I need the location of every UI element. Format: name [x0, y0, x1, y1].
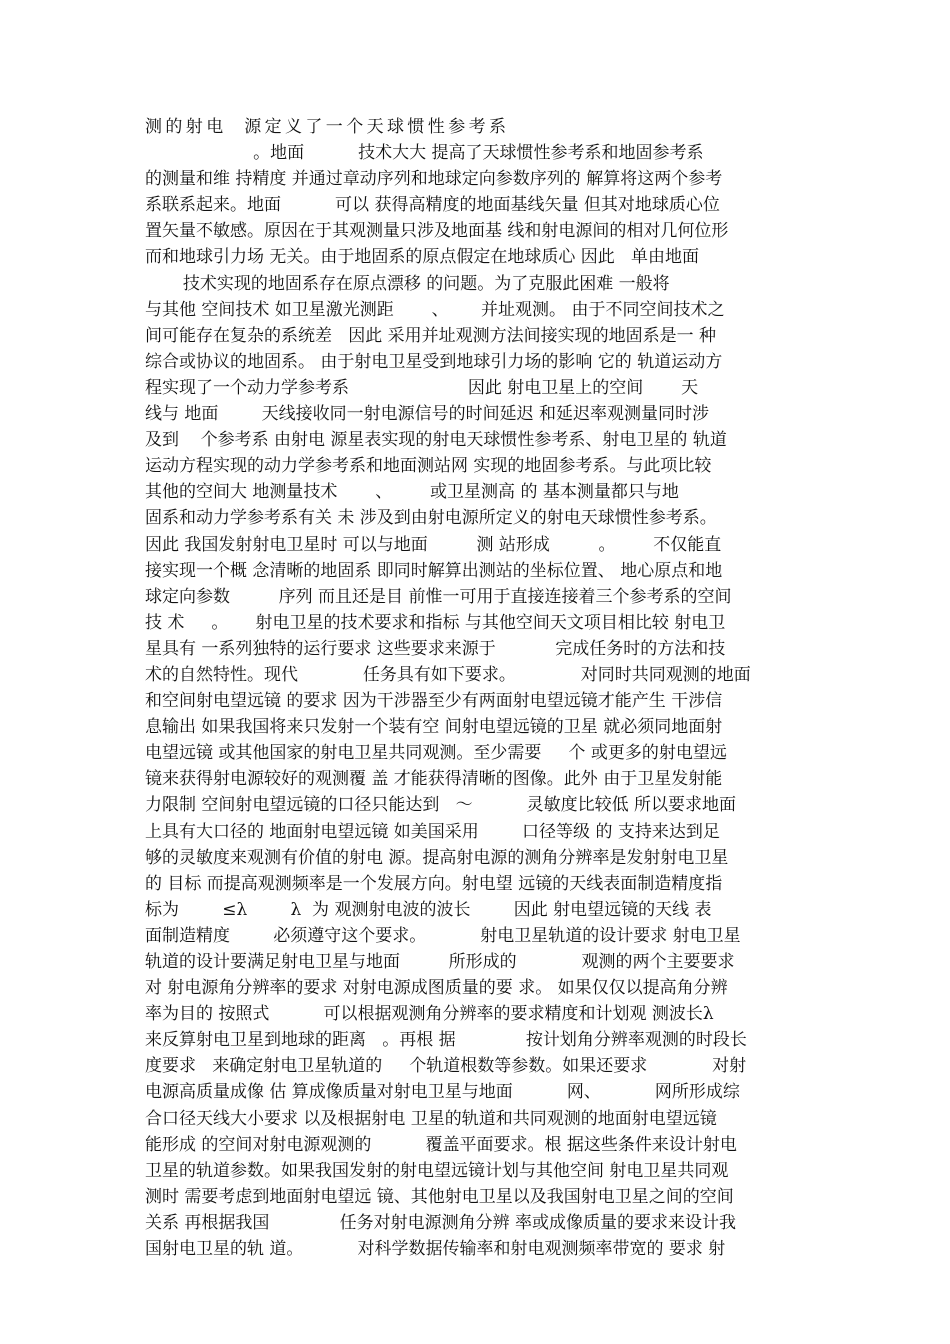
text-line-37: 度要求 来确定射电卫星轨道的 个轨道根数等参数。如果还要求 对射	[145, 1056, 747, 1077]
text-line-28: 上具有大口径的 地面射电望远镜 如美国采用 口径等级 的 支持来达到足	[145, 821, 720, 842]
text-line-4: 系联系起来。地面 可以 获得高精度的地面基线矢量 但其对地球质心位	[145, 195, 720, 216]
text-line-7: 技术实现的地固系存在原点漂移 的问题。为了克服此困难 一般将	[145, 273, 670, 294]
text-line-30: 的 目标 而提高观测频率是一个发展方向。射电望 远镜的天线表面制造精度指	[145, 873, 723, 894]
text-line-8: 与其他 空间技术 如卫星激光测距 、 并址观测。 由于不同空间技术之	[145, 299, 725, 320]
text-line-25: 电望远镜 或其他国家的射电卫星共同观测。至少需要 个 或更多的射电望远	[145, 743, 727, 764]
text-line-13: 及到 个参考系 由射电 源星表实现的射电天球惯性参考系、射电卫星的 轨道	[145, 430, 727, 451]
text-line-35: 率为目的 按照式 可以根据观测角分辨率的要求精度和计划观 测波长λ	[145, 1004, 714, 1025]
text-line-29: 够的灵敏度来观测有价值的射电 源。提高射电源的测角分辨率是发射射电卫星	[145, 847, 729, 868]
text-line-10: 综合或协议的地固系。 由于射电卫星受到地球引力场的影响 它的 轨道运动方	[145, 351, 723, 372]
text-line-22: 术的自然特性。现代 任务具有如下要求。 对同时共同观测的地面	[145, 664, 751, 685]
text-line-20: 技 术 。 射电卫星的技术要求和指标 与其他空间天文项目相比较 射电卫	[145, 612, 726, 633]
body-text	[145, 114, 815, 1262]
text-line-3: 的测量和维 持精度 并通过章动序列和地球定向参数序列的 解算将这两个参考	[145, 169, 723, 190]
text-line-32: 面制造精度 必须遵守这个要求。 射电卫星轨道的设计要求 射电卫星	[145, 925, 741, 946]
text-line-43: 关系 再根据我国 任务对射电源测角分辨 率或成像质量的要求来设计我	[145, 1212, 737, 1233]
text-line-44: 国射电卫星的轨 道。 对科学数据传输率和射电观测频率带宽的 要求 射	[145, 1239, 726, 1260]
text-line-40: 能形成 的空间对射电源观测的 覆盖平面要求。根 据这些条件来设计射电	[145, 1134, 737, 1155]
text-line-26: 镜来获得射电源较好的观测覆 盖 才能获得清晰的图像。此外 由于卫星发射能	[145, 769, 723, 790]
text-line-2: 。地面 技术大大 提高了天球惯性参考系和地固参考系	[145, 143, 704, 164]
text-line-36: 来反算射电卫星到地球的距离 。再根 据 按计划角分辨率观测的时段长	[145, 1030, 747, 1051]
text-line-38: 电源高质量成像 估 算成像质量对射电卫星与地面 网、 网所形成综	[145, 1082, 740, 1103]
text-line-14: 运动方程实现的动力学参考系和地面测站网 实现的地固参考系。与此项比较	[145, 456, 712, 477]
text-line-12: 线与 地面 天线接收同一射电源信号的时间延迟 和延迟率观测量同时涉	[145, 404, 710, 425]
text-line-33: 轨道的设计要满足射电卫星与地面 所形成的 观测的两个主要要求	[145, 952, 735, 972]
text-line-5: 置矢量不敏感。原因在于其观测量只涉及地面基 线和射电源间的相对几何位形	[145, 221, 729, 242]
text-line-41: 卫星的轨道参数。如果我国发射的射电望远镜计划与其他空间 射电卫星共同观	[145, 1160, 729, 1181]
text-line-6: 而和地球引力场 无关。由于地固系的原点假定在地球质心 因此 单由地面	[145, 247, 700, 268]
text-line-9: 间可能存在复杂的系统差 因此 采用并址观测方法间接实现的地固系是一 种	[145, 325, 717, 346]
text-line-23: 和空间射电望远镜 的要求 因为干涉器至少有两面射电望远镜才能产生 干涉信	[145, 691, 723, 712]
text-line-19: 球定向参数 序列 而且还是目 前惟一可用于直接连接着三个参考系的空间	[145, 586, 732, 607]
text-line-11: 程实现了一个动力学参考系 因此 射电卫星上的空间 天	[145, 377, 699, 398]
text-line-27: 力限制 空间射电望远镜的口径只能达到 ～ 灵敏度比较低 所以要求地面	[145, 795, 737, 816]
text-line-16: 固系和动力学参考系有关 未 涉及到由射电源所定义的射电天球惯性参考系。	[145, 508, 717, 529]
text-line-17: 因此 我国发射射电卫星时 可以与地面 测 站形成 。 不仅能直	[145, 534, 722, 555]
text-line-31: 标为 ≤λ λ 为 观测射电波的波长 因此 射电望远镜的天线 表	[145, 899, 712, 920]
text-line-18: 接实现一个概 念清晰的地固系 即同时解算出测站的坐标位置、 地心原点和地	[145, 560, 723, 581]
text-line-42: 测时 需要考虑到地面射电望远 镜、其他射电卫星以及我国射电卫星之间的空间	[145, 1186, 734, 1207]
text-line-1: 测的射电 源定义了一个天球惯性参考系	[145, 117, 510, 137]
text-line-15: 其他的空间大 地测量技术 、 或卫星测高 的 基本测量都只与地	[145, 482, 679, 503]
text-line-24: 息输出 如果我国将来只发射一个装有空 间射电望远镜的卫星 就必须同地面射	[145, 717, 723, 738]
text-line-34: 对 射电源角分辨率的要求 对射电源成图质量的要 求。 如果仅仅以提高角分辨	[145, 978, 728, 999]
text-line-21: 星具有 一系列独特的运行要求 这些要求来源于 完成任务时的方法和技	[145, 638, 726, 659]
text-line-39: 合口径天线大小要求 以及根据射电 卫星的轨道和共同观测的地面射电望远镜	[145, 1108, 717, 1129]
